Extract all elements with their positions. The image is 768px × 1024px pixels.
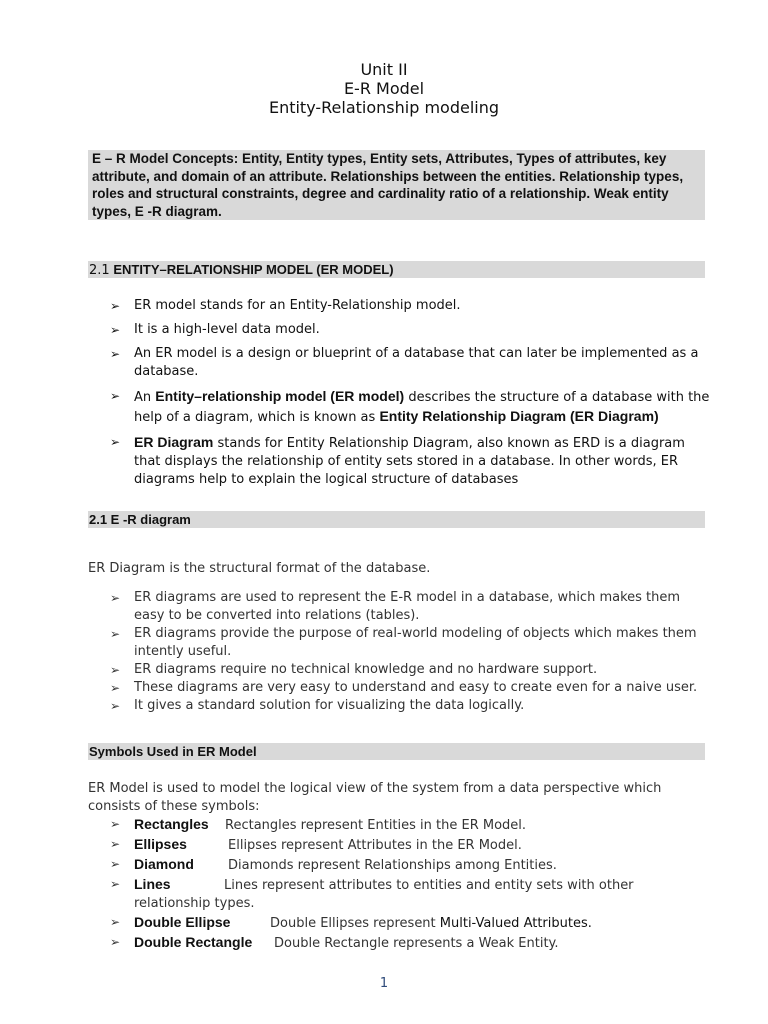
section-heading-er-model <box>88 261 705 278</box>
arrow-bullet-icon: ➢ <box>110 627 121 641</box>
list-item <box>110 875 710 913</box>
symbol-desc: Ellipses represent Attributes in the ER Model. <box>228 838 522 853</box>
list-item: ➢ It gives a standard solution for visualizing the data logically. <box>110 698 525 713</box>
section-number: 2.1 <box>89 263 110 278</box>
arrow-bullet-icon: ➢ <box>110 817 121 831</box>
arrow-bullet-icon: ➢ <box>110 699 121 713</box>
arrow-bullet-icon: ➢ <box>110 347 121 361</box>
symbol-desc: Rectangles represent Entities in the ER Model. <box>225 818 527 833</box>
symbol-desc-strong: Multi-Valued Attributes. <box>439 916 592 931</box>
model-title: E-R Model <box>343 79 425 98</box>
unit-title: Unit II <box>360 60 408 79</box>
section-title: Symbols Used in ER Model <box>89 744 257 759</box>
section-title: ENTITY–RELATIONSHIP MODEL (ER MODEL) <box>113 262 394 277</box>
document-title <box>0 60 768 117</box>
symbol-desc: Diamonds represent Relationships among Entities. <box>228 858 557 873</box>
concepts-text: E – R Model Concepts: Entity, Entity types, Entity sets, Attributes, Types of attributes, key attribute, and domain of an attribute. Relationships between the entities. Relationship types, roles and structural constraints, degree and cardinality ratio of a relationship. Weak entity types, E -R diagram. <box>92 151 684 219</box>
symbols-list <box>110 815 710 953</box>
section-title: 2.1 E -R diagram <box>89 512 191 527</box>
arrow-bullet-icon: ➢ <box>110 299 121 313</box>
er-diagram-bullet-list <box>110 589 710 715</box>
symbols-intro: ER Model is used to model the logical view of the system from a data perspective which consists of these symbols: <box>88 781 662 814</box>
bold-term: Entity–relationship model (ER model) <box>155 388 405 404</box>
list-item: ➢ ER diagrams are used to represent the E-R model in a database, which makes them easy to be converted into relations (tables). <box>110 590 681 623</box>
arrow-bullet-icon: ➢ <box>110 857 121 871</box>
bold-term: Entity Relationship Diagram (ER Diagram) <box>379 408 659 424</box>
symbol-name: Rectangles <box>134 816 209 832</box>
symbol-desc: Double Ellipses represent <box>270 916 440 931</box>
arrow-bullet-icon: ➢ <box>110 435 121 449</box>
bold-term: ER Diagram <box>134 434 214 450</box>
arrow-bullet-icon: ➢ <box>110 323 121 337</box>
list-item <box>110 835 710 855</box>
arrow-bullet-icon: ➢ <box>110 681 121 695</box>
list-item: ➢ ER diagrams provide the purpose of real-world modeling of objects which makes them intently useful. <box>110 626 697 659</box>
symbol-name: Double Rectangle <box>134 934 253 950</box>
symbol-name: Ellipses <box>134 836 187 852</box>
list-item <box>110 913 710 933</box>
section-heading-er-diagram <box>88 511 705 528</box>
page-number: 1 <box>379 976 389 991</box>
arrow-bullet-icon: ➢ <box>110 591 121 605</box>
list-item <box>110 855 710 875</box>
list-item: ➢ It is a high-level data model. <box>110 322 320 337</box>
list-item: ➢ ER diagrams require no technical knowledge and no hardware support. <box>110 662 598 677</box>
arrow-bullet-icon: ➢ <box>110 935 121 949</box>
arrow-bullet-icon: ➢ <box>110 877 121 891</box>
symbol-desc: Lines represent attributes to entities and entity sets with other relationship types. <box>134 878 634 911</box>
section-heading-symbols <box>88 743 705 760</box>
symbol-name: Diamond <box>134 856 194 872</box>
list-item: ➢ ER model stands for an Entity-Relationship model. <box>110 298 461 313</box>
subtitle: Entity-Relationship modeling <box>268 98 500 117</box>
list-item <box>110 933 710 953</box>
list-item: ➢ These diagrams are very easy to understand and easy to create even for a naive user. <box>110 680 698 695</box>
list-item <box>110 815 710 835</box>
list-item: ➢ An Entity–relationship model (ER model) describes the structure of a database with the help of a diagram, which is known as Entity Relationship Diagram (ER Diagram) <box>110 388 710 425</box>
list-item: ➢ An ER model is a design or blueprint of a database that can later be implemented as a database. <box>110 346 699 379</box>
arrow-bullet-icon: ➢ <box>110 389 121 403</box>
symbol-name: Double Ellipse <box>134 914 231 930</box>
arrow-bullet-icon: ➢ <box>110 837 121 851</box>
symbol-name: Lines <box>134 876 171 892</box>
arrow-bullet-icon: ➢ <box>110 915 121 929</box>
concepts-summary-box <box>88 150 705 220</box>
list-item: ➢ ER Diagram stands for Entity Relationship Diagram, also known as ERD is a diagram that displays the relationship of entity sets stored in a database. In other words, ER diagrams help to explain the logical structure of databases <box>110 434 685 487</box>
er-diagram-intro: ER Diagram is the structural format of the database. <box>88 561 431 576</box>
arrow-bullet-icon: ➢ <box>110 663 121 677</box>
symbol-desc: Double Rectangle represents a Weak Entity. <box>274 936 559 951</box>
er-model-bullet-list <box>110 297 710 495</box>
